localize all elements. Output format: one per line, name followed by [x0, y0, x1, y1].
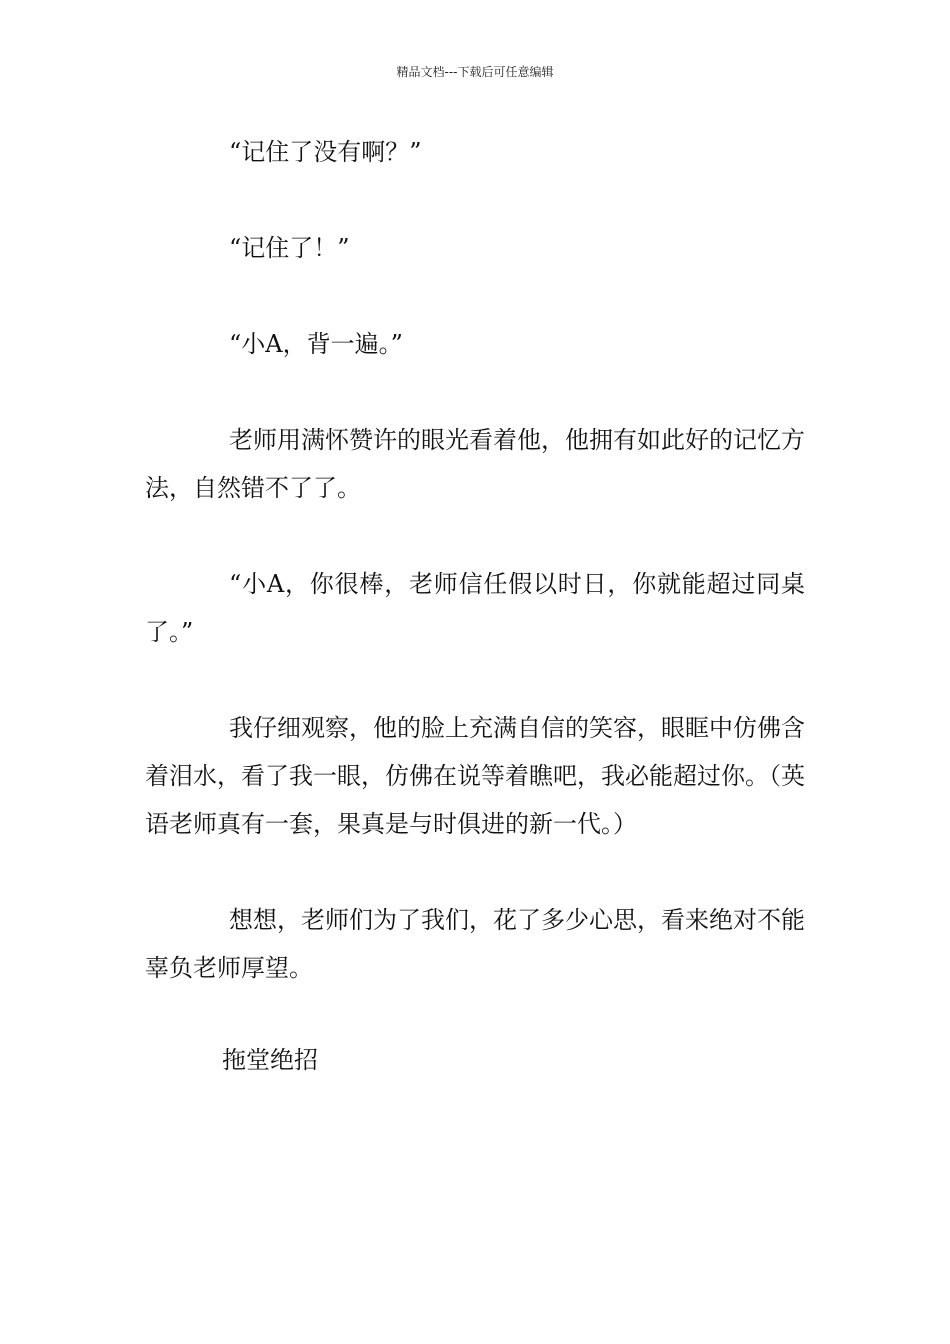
section-heading: 拖堂绝招 [222, 1046, 318, 1074]
paragraph-5: “小A，你很棒，老师信任假以时日，你就能超过同桌了。” [145, 570, 805, 646]
document-body [145, 128, 805, 1084]
paragraph-6: 我仔细观察，他的脸上充满自信的笑容，眼眶中仿佛含着泪水，看了我一眼，仿佛在说等着瞧吧，我必能超过你。（英语老师真有一套，果真是与时俱进的新一代。） [145, 714, 805, 838]
paragraph-1: “记住了没有啊？” [229, 138, 422, 166]
paragraph-4: 老师用满怀赞许的眼光看着他，他拥有如此好的记忆方法，自然错不了了。 [145, 426, 805, 502]
page-header: 精品文档---下载后可任意编辑 [396, 65, 554, 79]
paragraph-2: “记住了！” [229, 234, 350, 262]
paragraph-3: “小A，背一遍。” [229, 330, 403, 358]
paragraph-7: 想想，老师们为了我们，花了多少心思，看来绝对不能辜负老师厚望。 [145, 906, 805, 982]
